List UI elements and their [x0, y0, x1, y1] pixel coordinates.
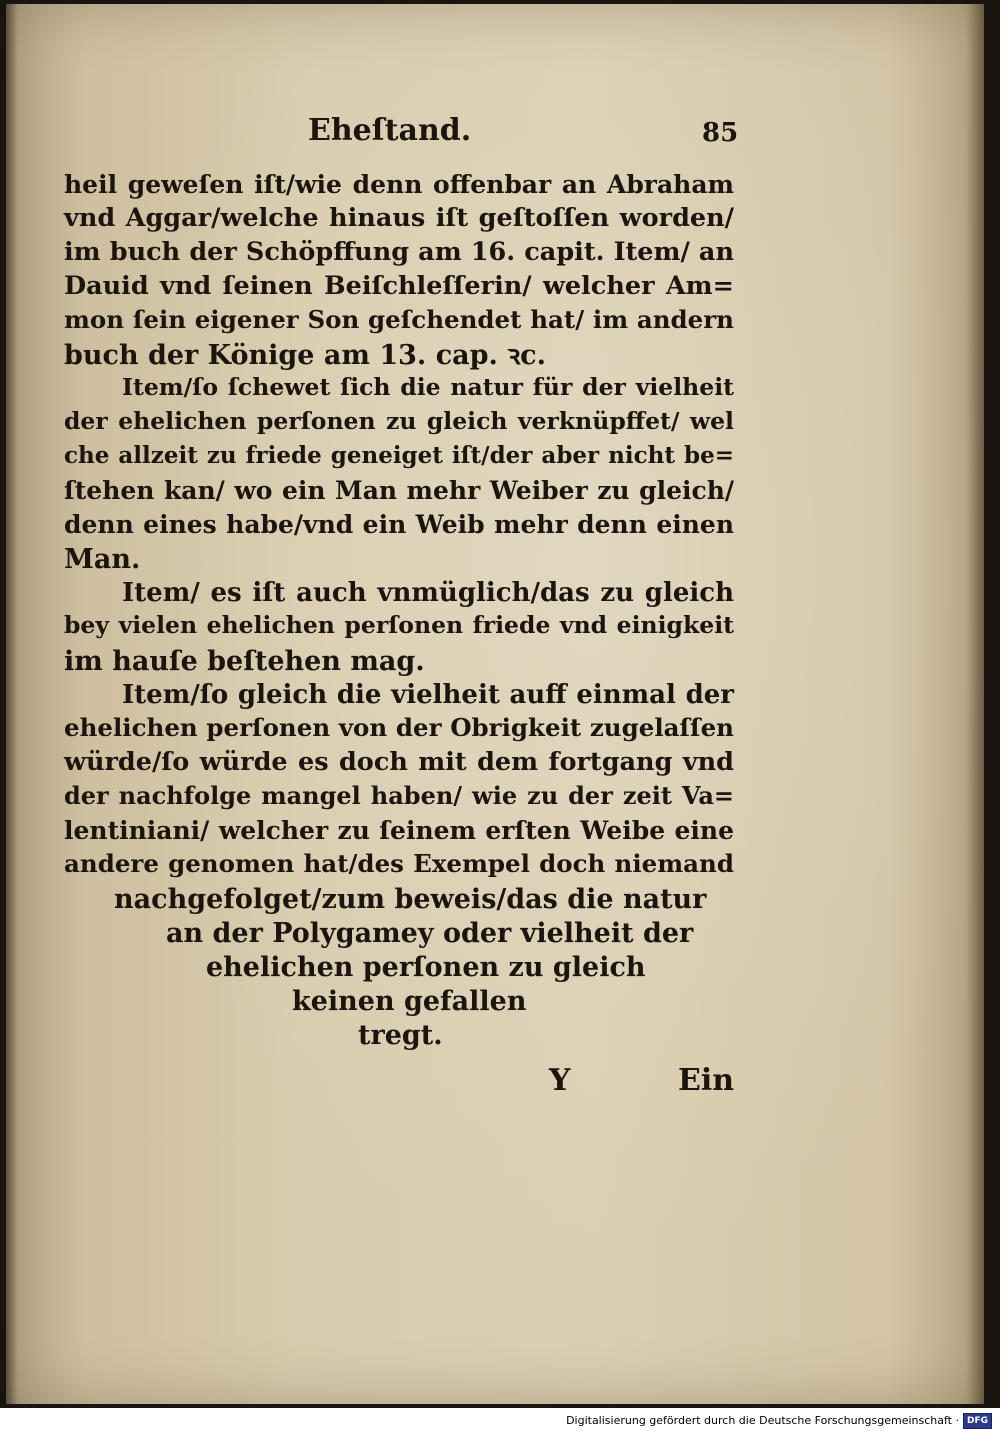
tail-line: nachgefolget/zum beweis/das die natur: [114, 884, 707, 915]
paragraph-start-line: Item/ſo ſchewet ſich die natur für der vielheit: [122, 373, 734, 401]
body-line: mon ſein eigener Son geſchendet hat/ im andern: [64, 305, 734, 334]
body-line: che allzeit zu friede geneiget iſt/der aber nicht be=: [64, 442, 734, 469]
body-line: im hauſe beſtehen mag.: [64, 646, 425, 677]
body-line: der ehelichen perſonen zu gleich verknüpffet/ wel: [64, 407, 734, 435]
paragraph-start-line: Item/ es iſt auch vnmüglich/das zu gleich: [122, 578, 734, 608]
tail-line: an der Polygamey oder vielheit der: [166, 918, 694, 949]
body-line: vnd Aggar/welche hinaus iſt geſtoſſen worden/: [64, 203, 734, 233]
running-title: Eheſtand.: [308, 113, 472, 148]
book-page: [6, 4, 984, 1404]
body-line: Dauid vnd ſeinen Beiſchleſſerin/ welcher Am=: [64, 271, 734, 301]
signature-mark: Y: [549, 1063, 571, 1098]
tail-line: ehelichen perſonen zu gleich: [206, 952, 646, 983]
body-line: Man.: [64, 544, 141, 575]
tail-line: tregt.: [358, 1020, 443, 1051]
body-line: heil geweſen iſt/wie denn offenbar an Abraham: [64, 170, 734, 199]
body-line: würde/ſo würde es doch mit dem fortgang vnd: [64, 747, 734, 777]
tail-line: keinen gefallen: [292, 986, 527, 1017]
page-edge-shadow: [966, 4, 984, 1404]
body-line: bey vielen ehelichen perſonen friede vnd einigkeit: [64, 611, 734, 639]
credit-text: Digitalisierung gefördert durch die Deutsche Forschungsgemeinschaft ·: [566, 1414, 959, 1427]
body-line: lentiniani/ welcher zu ſeinem erſten Weibe eine: [64, 816, 734, 845]
body-line: ſtehen kan/ wo ein Man mehr Weiber zu gleich/: [64, 476, 734, 505]
page-number: 85: [702, 118, 739, 148]
body-line: ehelichen perſonen von der Obrigkeit zugelaſſen: [64, 713, 734, 742]
dfg-logo: DFG: [963, 1413, 992, 1429]
digitization-credit: [566, 1410, 1000, 1431]
body-line: denn eines habe/vnd ein Weib mehr denn einen: [64, 510, 734, 539]
body-line: der nachfolge mangel haben/ wie zu der zeit Va=: [64, 781, 734, 810]
body-line: buch der Könige am 13. cap. ꝛc.: [64, 340, 546, 371]
body-line: andere genomen hat/des Exempel doch niemand: [64, 849, 734, 878]
paragraph-start-line: Item/ſo gleich die vielheit auff einmal der: [122, 680, 734, 710]
body-line: im buch der Schöpffung am 16. capit. Item/ an: [64, 237, 734, 267]
page-gutter-shadow: [6, 4, 18, 1404]
catchword: Ein: [678, 1063, 735, 1098]
